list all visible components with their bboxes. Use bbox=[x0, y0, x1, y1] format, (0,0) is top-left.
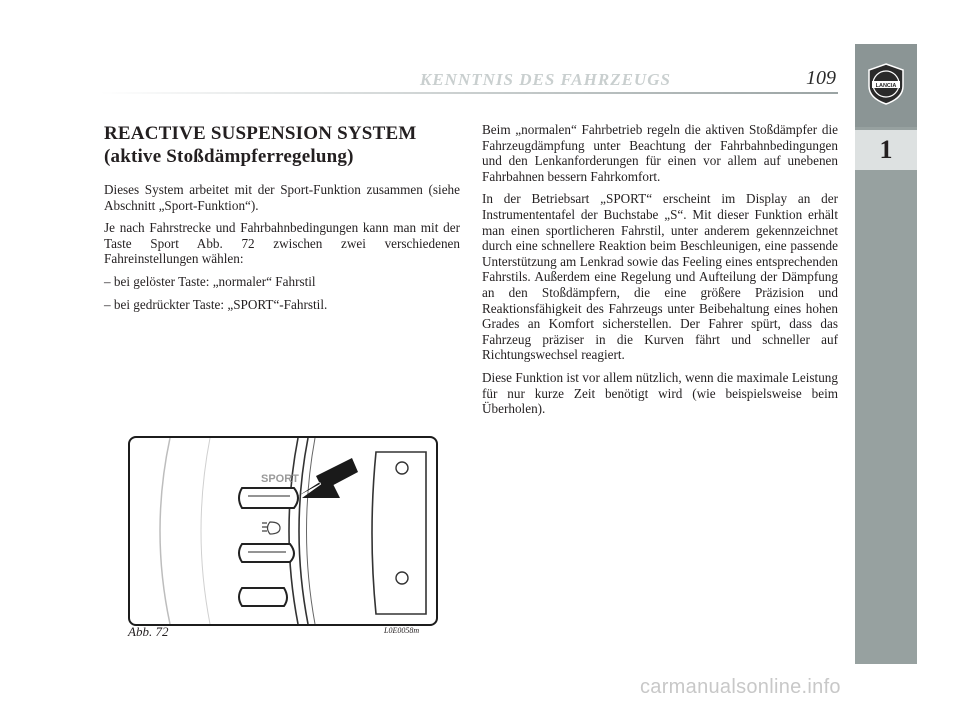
running-header: KENNTNIS DES FAHRZEUGS bbox=[420, 70, 671, 89]
watermark: carmanualsonline.info bbox=[640, 676, 841, 698]
figure-sport-button bbox=[128, 436, 438, 626]
figure-caption: Abb. 72 bbox=[128, 624, 169, 639]
list-item: – bei gelöster Taste: „normaler“ Fahrstil bbox=[104, 273, 316, 289]
chapter-number: 1 bbox=[879, 135, 893, 164]
page-number: 109 bbox=[806, 67, 836, 89]
section-heading-line1: REACTIVE SUSPENSION SYSTEM bbox=[104, 123, 417, 144]
screw-icon bbox=[396, 572, 408, 584]
left-column bbox=[104, 122, 460, 319]
secondary-button bbox=[239, 544, 294, 562]
logo-text: LANCIA bbox=[875, 83, 897, 89]
section-heading-line2: (aktive Stoßdämpferregelung) bbox=[104, 146, 354, 167]
lancia-logo-icon bbox=[865, 62, 907, 106]
paragraph: Beim „normalen“ Fahrbetrieb regeln die aktiven Stoßdämpfer die Fahrzeugdämpfung unter Beachtung der Fahrbahnbedingungen und den Lenkanforderungen für einen vor allem auf unebenen Fahrbahnen bessern Fahrkomfort. bbox=[482, 122, 838, 184]
list-item: – bei gedrückter Taste: „SPORT“-Fahrstil. bbox=[104, 296, 328, 312]
header-rule bbox=[100, 92, 838, 94]
figure-code: L0E0058m bbox=[384, 626, 420, 635]
right-column bbox=[482, 122, 838, 424]
chapter-tab[interactable] bbox=[855, 130, 917, 170]
lower-button bbox=[239, 588, 287, 606]
sport-button bbox=[239, 488, 298, 508]
paragraph: Dieses System arbeitet mit der Sport-Funktion zusammen (siehe Abschnitt „Sport-Funktion“). bbox=[104, 182, 460, 213]
section-heading bbox=[104, 122, 460, 168]
paragraph: In der Betriebsart „SPORT“ erscheint im Display an der Instrumententafel der Buchstabe „S“. Mit dieser Funktion erhält man einen sportlicheren Fahrstil, unter anderem gekennzeichnet durch eine schnellere Reaktion beim Beschleunigen, eine passende Unterstützung am Lenkrad sowie das Feeling eines entsprechenden Fahrstils. Außerdem eine Regelung und Aufteilung der Dämpfung an den Stoßdämpfern, die eine größere Präzision und Reaktionsfähigkeit des Fahrzeugs unter Beibehaltung eines hohen Grades an Komfort sicherstellen. Der Fahrer spürt, dass das Fahrzeug präziser in die Kurven fährt und schneller auf Richtungswechsel reagiert. bbox=[482, 191, 838, 363]
sport-button-illustration bbox=[130, 438, 436, 624]
sport-label: SPORT bbox=[261, 473, 299, 485]
paragraph: Je nach Fahrstrecke und Fahrbahnbedingungen kann man mit der Taste Sport Abb. 72 zwischen zwei verschiedenen Fahreinstellungen wählen: bbox=[104, 220, 460, 267]
headlight-icon bbox=[262, 522, 280, 534]
paragraph: Diese Funktion ist vor allem nützlich, wenn die maximale Leistung für nur kurze Zeit benötigt wird (wie beispielsweise beim Überholen). bbox=[482, 369, 838, 417]
screw-icon bbox=[396, 462, 408, 474]
